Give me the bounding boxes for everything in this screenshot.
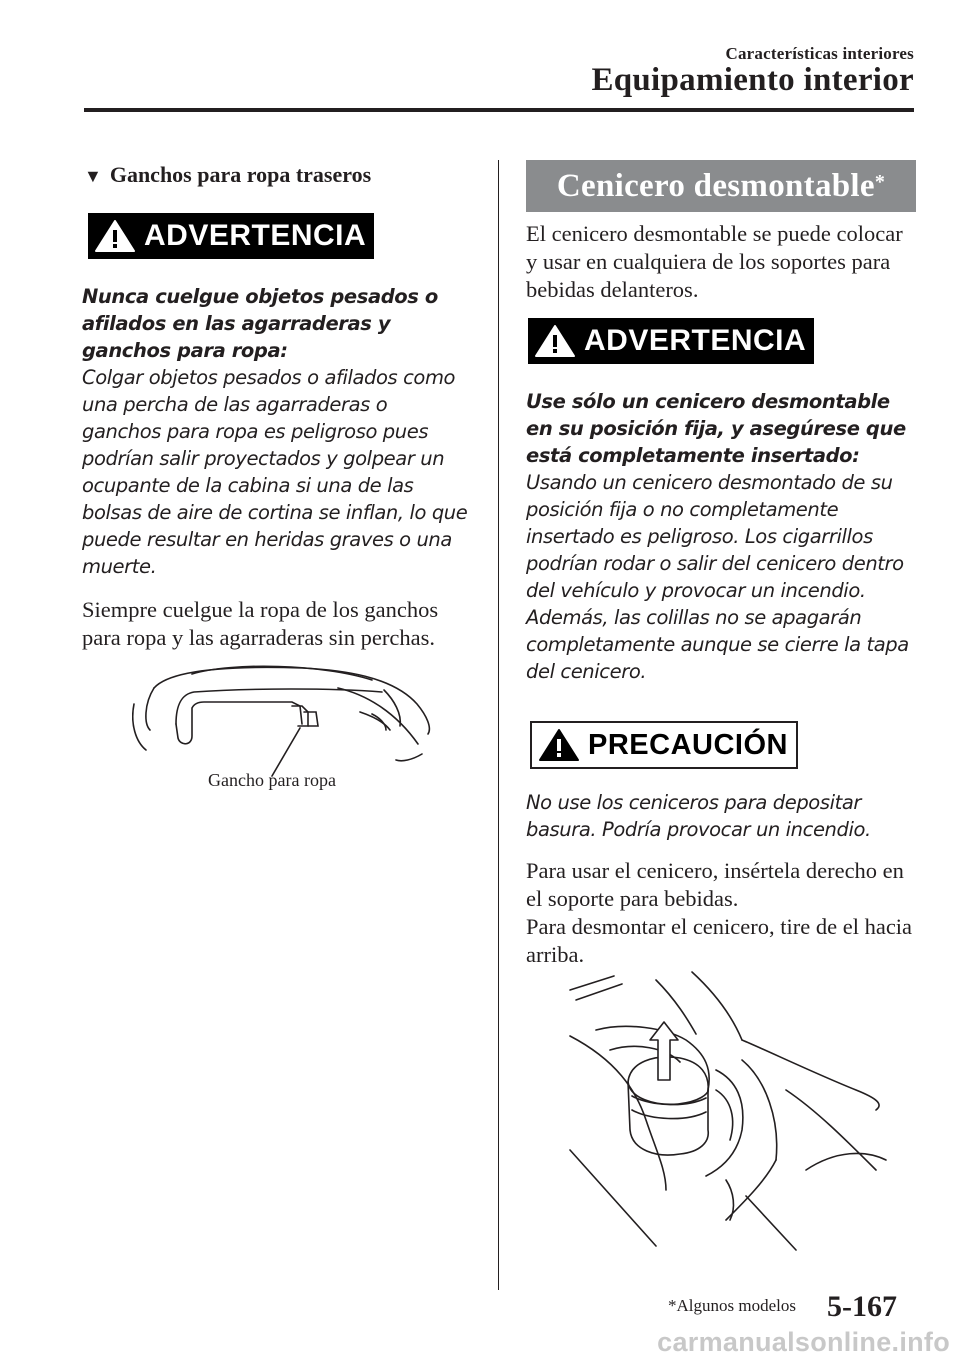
section-title: Cenicero desmontable [556, 167, 875, 204]
ashtray-illustration [566, 970, 896, 1260]
subsection-heading-text: Ganchos para ropa traseros [109, 162, 372, 187]
caution-triangle-icon [538, 728, 580, 762]
warning-badge [88, 213, 374, 259]
warning-body-text: Usando un cenicero desmontado de su posición fija o no completamente insertado es peligroso. Los cigarrillos podrían rodar o salir del cenicero dentro del vehículo y provocar un incendio. Además, las colillas no se apagarán completamente aunque se cierre la tapa del cenicero. [526, 471, 909, 683]
triangle-marker-icon: ▼ [84, 166, 102, 186]
warning-label: ADVERTENCIA [144, 219, 367, 252]
warning-text [82, 283, 472, 580]
caution-label: PRECAUCIÓN [588, 728, 788, 761]
left-column [82, 160, 472, 810]
figure-label: Gancho para ropa [208, 770, 336, 790]
warning-label: ADVERTENCIA [584, 324, 807, 357]
warning-badge [528, 318, 814, 364]
warning-text [526, 388, 916, 685]
intro-paragraph: El cenicero desmontable se puede colocar y usar en cualquiera de los soportes para bebidas delanteros. [526, 221, 903, 302]
page-title: Equipamiento interior [591, 62, 914, 98]
warning-bold-text: Use sólo un cenicero desmontable en su posición fija, y asegúrese que está completamente insertado: [526, 390, 906, 467]
instruction-paragraph-2: Para desmontar el cenicero, tire de el hacia arriba. [526, 914, 913, 967]
column-divider [498, 160, 499, 1290]
caution-text: No use los ceniceros para depositar basura. Podría provocar un incendio. [526, 791, 871, 841]
page-number: 5-167 [827, 1290, 897, 1323]
header-subtitle: Características interiores [725, 44, 914, 63]
subsection-heading [84, 160, 472, 191]
instruction-paragraph-1: Para usar el cenicero, insértela derecho en el soporte para bebidas. [526, 858, 904, 911]
section-title-bar [526, 160, 916, 212]
body-paragraph: Siempre cuelgue la ropa de los ganchos para ropa y las agarraderas sin perchas. [82, 597, 439, 650]
warning-bold-text: Nunca cuelgue objetos pesados o afilados en las agarraderas y ganchos para ropa: [82, 285, 438, 362]
footnote: *Algunos modelos [668, 1296, 796, 1315]
warning-body-text: Colgar objetos pesados o afilados como una percha de las agarraderas o ganchos para ropa es peligroso pues podrían salir proyectados y golpear un ocupante de la cabina si una de las bolsas de aire de cortina se inflan, lo que puede resultar en heridas graves o una muerte. [82, 366, 468, 578]
header-rule [84, 108, 914, 112]
warning-triangle-icon [534, 324, 576, 358]
caution-badge [530, 721, 798, 769]
watermark: carmanualsonline.info [657, 1327, 950, 1357]
right-column [526, 160, 916, 969]
warning-triangle-icon [94, 219, 136, 253]
section-asterisk: * [874, 170, 886, 193]
figure-coat-hook [82, 660, 472, 810]
